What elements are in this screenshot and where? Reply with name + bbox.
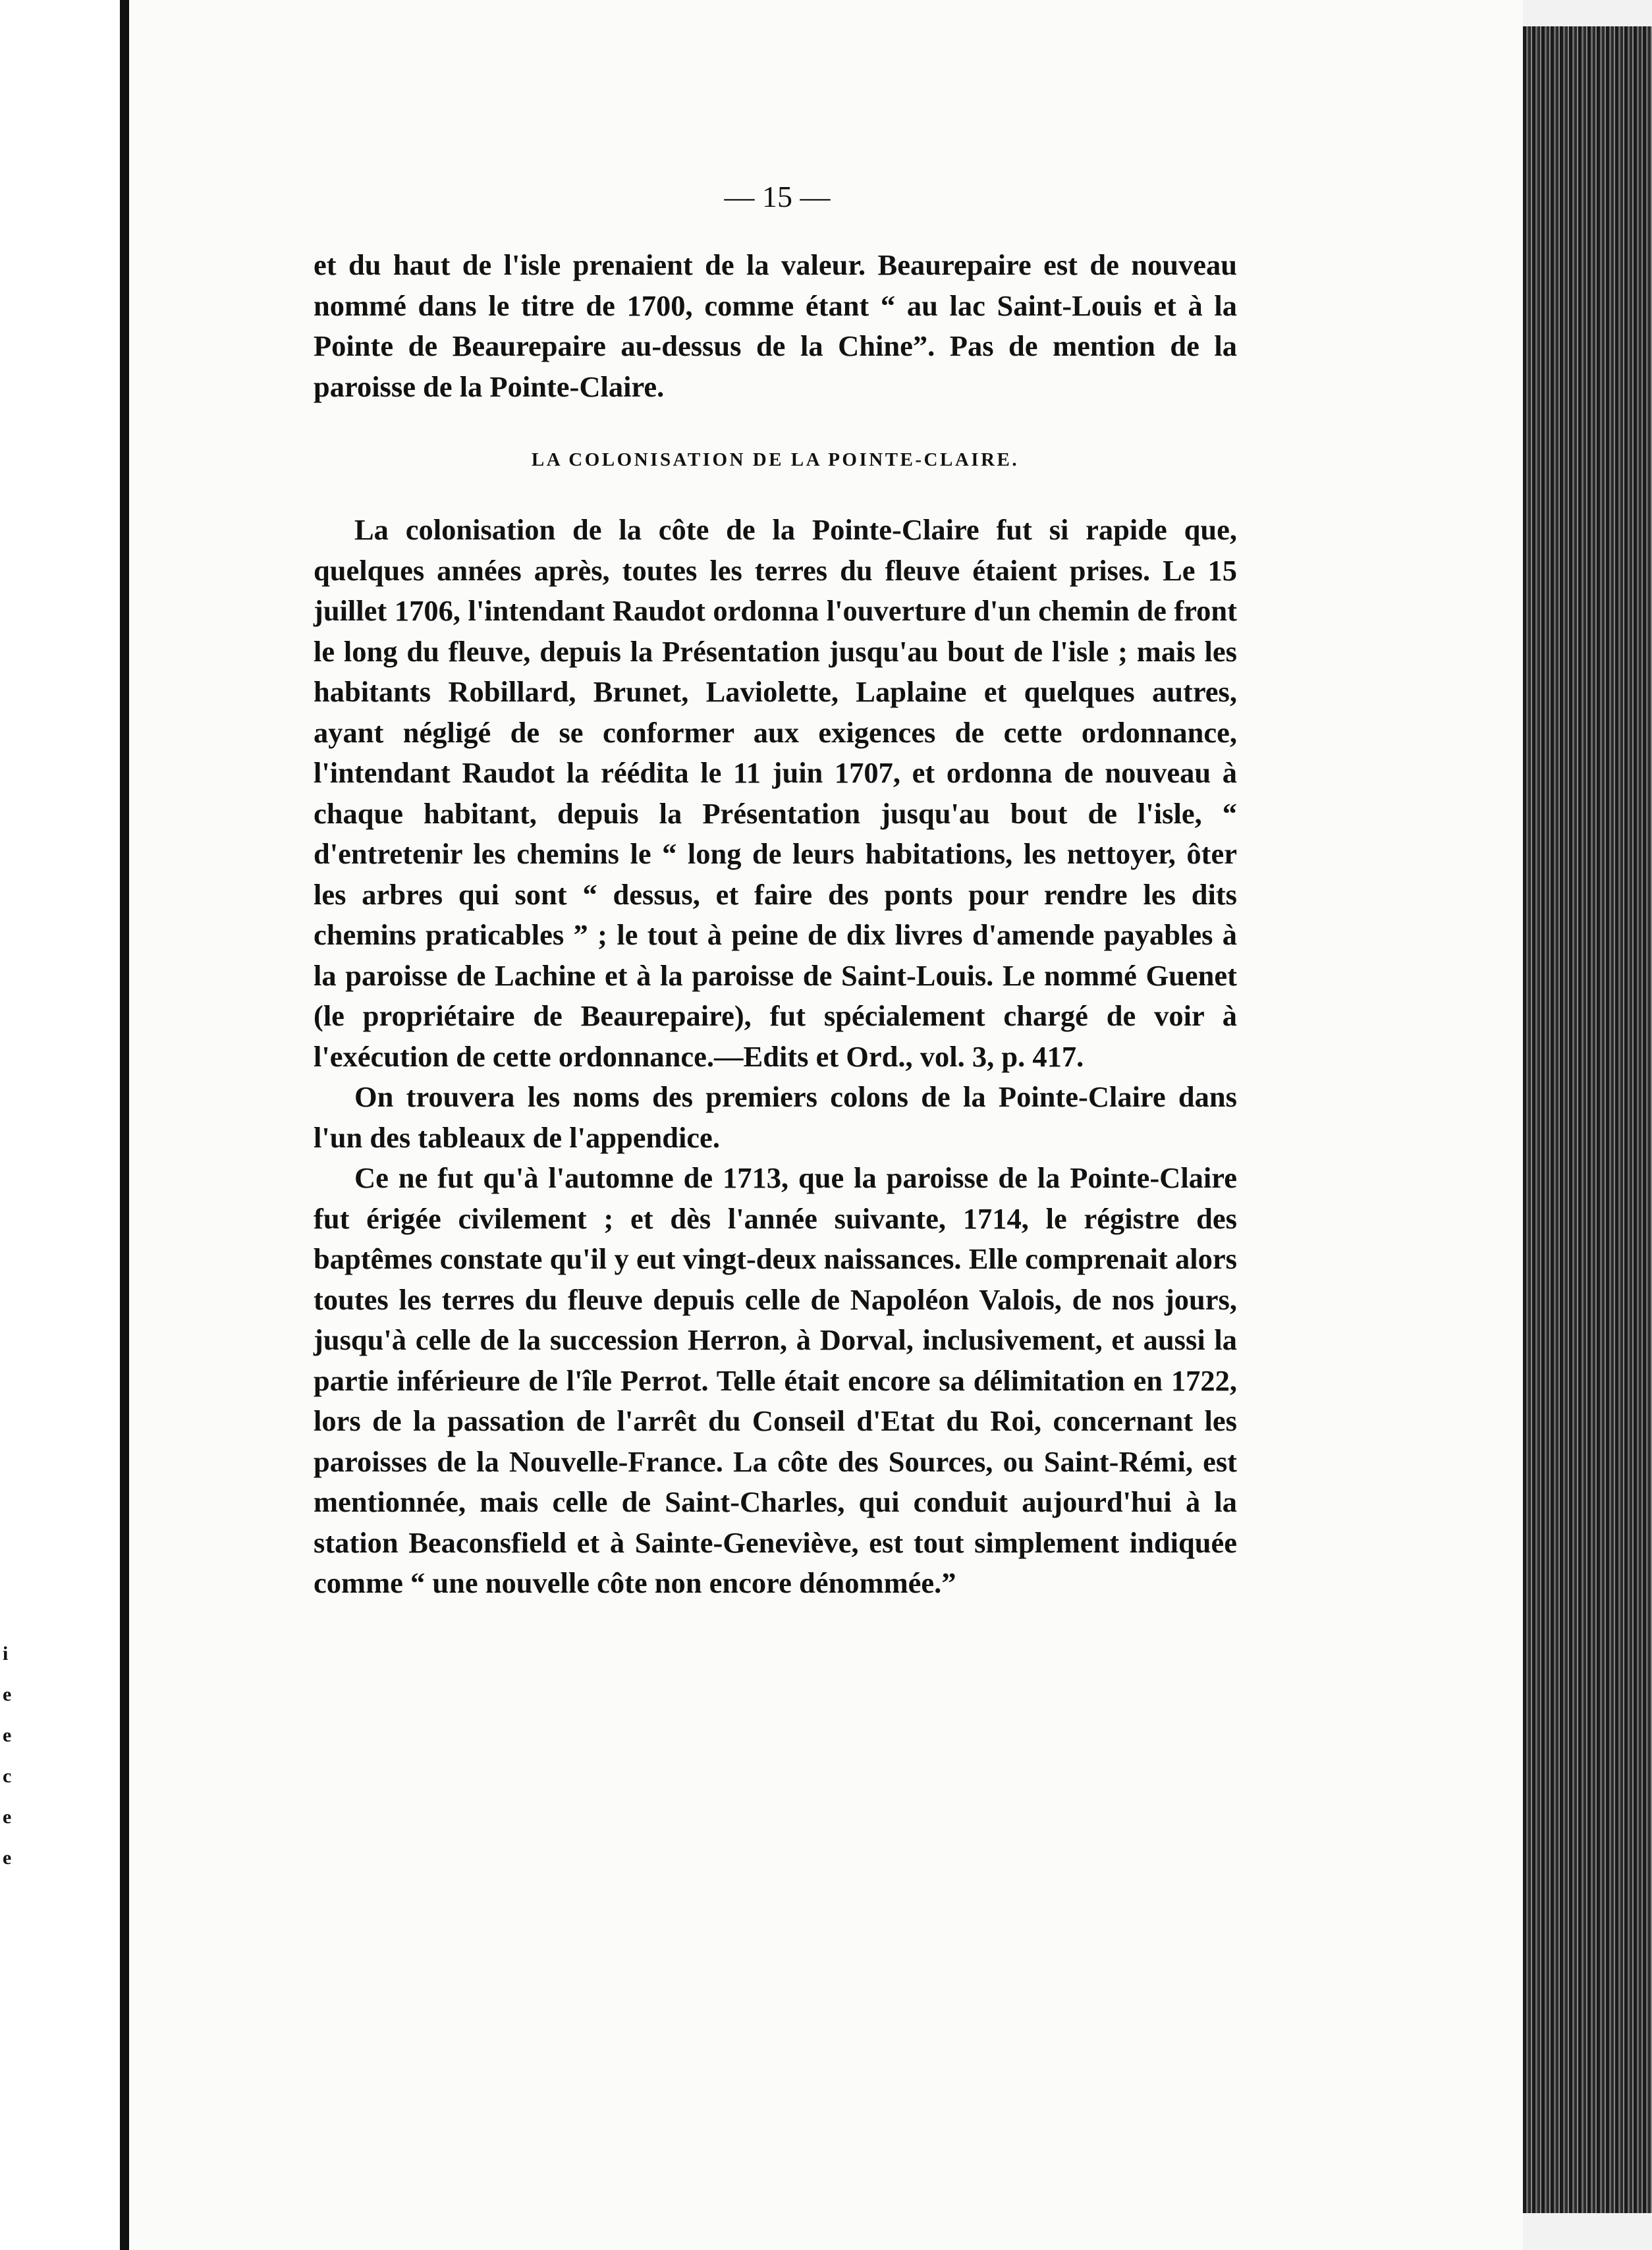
paragraph: On trouvera les noms des premiers colons de la Pointe-Claire dans l'un des tableaux de l'appendice. xyxy=(314,1080,1237,1154)
adjacent-letter: c xyxy=(3,1765,12,1787)
paragraph-continued: et du haut de l'isle prenaient de la valeur. Beaurepaire est de nouveau nommé dans le titre de 1700, comme étant “ au lac Saint-Louis et à la Pointe de Beaurepaire au-dessus de la Chine”. Pas de mention de la paroisse de la Pointe-Claire. xyxy=(314,248,1237,403)
adjacent-page-letters xyxy=(3,1633,22,1879)
body-text xyxy=(314,245,1237,1604)
adjacent-letter: e xyxy=(3,1847,12,1869)
section-heading: LA COLONISATION DE LA POINTE-CLAIRE. xyxy=(531,449,1020,470)
page-stack-edge-bottom xyxy=(1523,2213,1652,2250)
page-number: — 15 — xyxy=(724,180,831,213)
gutter-shadow xyxy=(120,0,129,2250)
adjacent-letter: e xyxy=(3,1684,12,1705)
paragraph: La colonisation de la côte de la Pointe-Claire fut si rapide que, quelques années après, toutes les terres du fleuve étaient prises. Le 15 juillet 1706, l'intendant Raudot ordonna l'ouverture d'un chemin de front le long du fleuve, depuis la Présentation jusqu'au bout de l'isle ; mais les habitants Robillard, Brunet, Laviolette, Laplaine et quelques autres, ayant négligé de se conformer aux exigences de cette ordonnance, l'intendant Raudot la réédita le 11 juin 1707, et ordonna de nouveau à chaque habitant, depuis la Présentation jusqu'au bout de l'isle, “ d'entretenir les chemins le “ long de leurs habitations, les nettoyer, ôter les arbres qui sont “ dessus, et faire des ponts pour rendre les dits chemins praticables ” ; le tout à peine de dix livres d'amende payables à la paroisse de Lachine et à la paroisse de Saint-Louis. Le nommé Guenet (le propriétaire de Beaurepaire), fut spécialement chargé de voir à l'exécution de cette ordonnance.—Edits et Ord., vol. 3, p. 417. xyxy=(314,513,1237,1073)
paragraph: Ce ne fut qu'à l'automne de 1713, que la paroisse de la Pointe-Claire fut érigée civilement ; et dès l'année suivante, 1714, le régistre des baptêmes constate qu'il y eut vingt-deux naissances. Elle comprenait alors toutes les terres du fleuve depuis celle de Napoléon Valois, de nos jours, jusqu'à celle de la succession Herron, à Dorval, inclusivement, et aussi la partie inférieure de l'île Perrot. Telle était encore sa délimitation en 1722, lors de la passation de l'arrêt du Conseil d'Etat du Roi, concernant les paroisses de la Nouvelle-France. La côte des Sources, ou Saint-Rémi, est mentionnée, mais celle de Saint-Charles, qui conduit aujourd'hui à la station Beaconsfield et à Sainte-Geneviève, est tout simplement indiquée comme “ une nouvelle côte non encore dénommée.” xyxy=(314,1161,1237,1599)
adjacent-letter: e xyxy=(3,1806,12,1828)
page-stack-edge xyxy=(1523,0,1652,2250)
adjacent-letter: i xyxy=(3,1643,9,1664)
page-stack-edge-top xyxy=(1523,0,1652,26)
adjacent-page-strip xyxy=(0,0,132,2250)
adjacent-letter: e xyxy=(3,1724,12,1746)
